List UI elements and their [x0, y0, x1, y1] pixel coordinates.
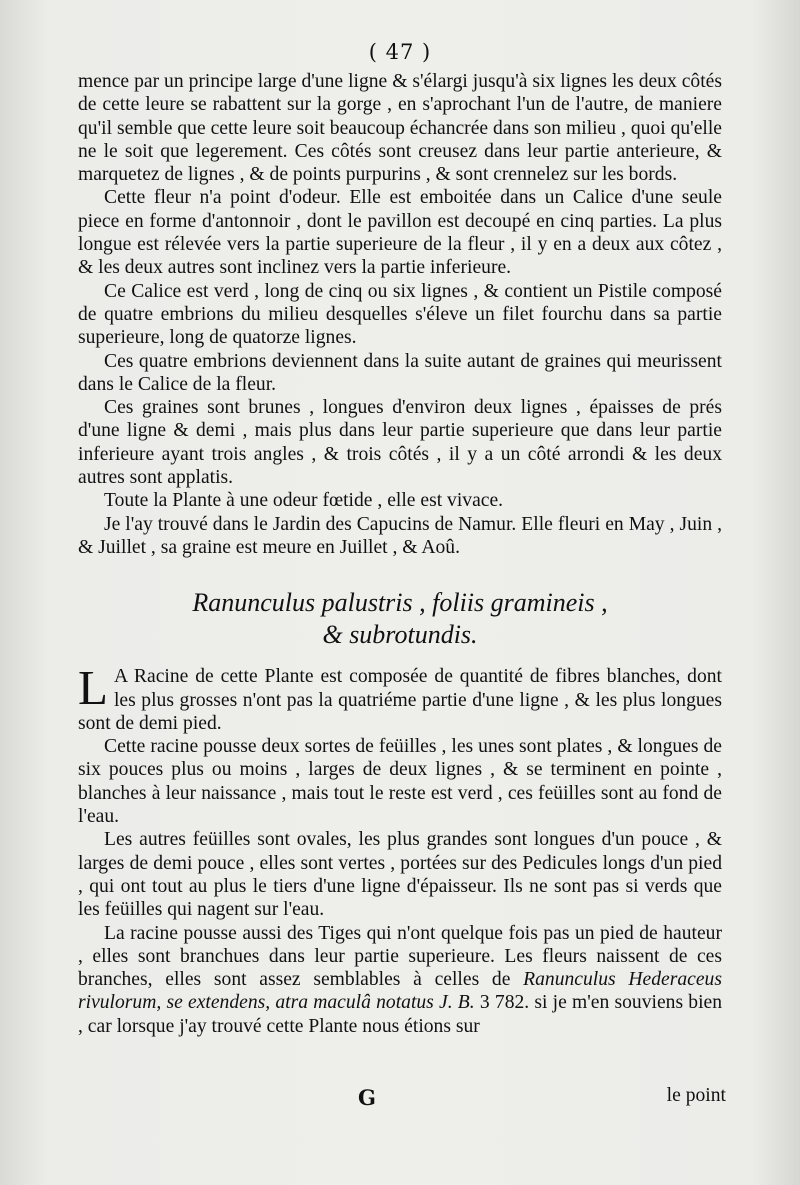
- drop-cap: L: [78, 660, 108, 716]
- paragraph: mence par un principe large d'une ligne & s'élargi jusqu'à six lignes les deux côtés de cette leure se rabattent sur la gorge , en s'aprochant l'un de l'autre, de maniere qu'il semble que cette leure soit beaucoup échancrée dans son milieu , quoi qu'elle ne le soit que legerement. Ces côtés sont creusez dans leur partie anterieure, & marquetez de lignes , & de points purpurins , & sont crennelez sur les bords.: [78, 71, 722, 186]
- paragraph-text: La racine pousse aussi des Tiges qui n'ont quelque fois pas un pied de hauteur , elles sont branchues dans leur partie superieure. Les fleurs naissent de ces branches, elles sont assez semblables à celles de: [78, 922, 722, 991]
- page-text: [78, 70, 722, 1038]
- paragraph-text: 3 782. si je m'en souviens bien , car lorsque j'ay trouvé cette Plante nous étions sur: [78, 992, 723, 1037]
- page-footer: [0, 1085, 800, 1115]
- section-title: [78, 587, 722, 651]
- paragraph: Je l'ay trouvé dans le Jardin des Capucins de Namur. Elle fleuri en May , Juin , & Juillet , sa graine est meure en Juillet , & Aoû.: [78, 513, 722, 558]
- paragraph: Cette fleur n'a point d'odeur. Elle est emboitée dans un Calice d'une seule piece en forme d'antonnoir , dont le pavillon est decoupé en cinq parties. La plus longue est rélevée vers la partie superieure de la fleur , il y en a deux aux côtez , & les deux autres sont inclinez vers la partie inferieure.: [78, 187, 722, 279]
- title-line: Ranunculus palustris , foliis gramineis ,: [192, 588, 608, 618]
- catchword: le point: [666, 1085, 726, 1106]
- paragraph: [78, 922, 722, 1038]
- paragraph: Cette racine pousse deux sortes de feüilles , les unes sont plates , & longues de six pouces plus ou moins , larges de deux lignes , & se terminent en pointe , blanches à leur naissance , mais tout le reste est verd , ces feüilles sont au fond de l'eau.: [78, 736, 722, 828]
- paragraph: Ces quatre embrions deviennent dans la suite autant de graines qui meurissent dans le Calice de la fleur.: [78, 350, 722, 395]
- page-number: ( 47 ): [368, 40, 432, 64]
- paragraph-text: A Racine de cette Plante est composée de quantité de fibres blanches, dont les plus grosses n'ont pas la quatriéme partie d'une ligne , & les plus longues sont de demi pied.: [78, 666, 722, 734]
- paragraph: Ce Calice est verd , long de cinq ou six lignes , & contient un Pistile composé de quatre embrions du milieu desquelles s'éleve un filet fourchu dans sa partie superieure, long de quatorze lignes.: [78, 280, 722, 349]
- paragraph: Toute la Plante à une odeur fœtide , elle est vivace.: [104, 490, 504, 512]
- paragraph: [78, 660, 722, 735]
- paragraph: Ces graines sont brunes , longues d'environ deux lignes , épaisses de prés d'une ligne & demi , mais plus dans leur partie superieure que dans leur partie inferieure ayant trois angles , & trois côtés , il y a un côté arrondi & les deux autres sont applatis.: [78, 397, 722, 489]
- title-line: & subrotundis.: [322, 620, 478, 650]
- italic-citation: Ranunculus Hederaceus rivulorum, se extendens, atra maculâ notatus J. B.: [78, 969, 722, 1014]
- signature-mark: G: [358, 1085, 376, 1110]
- paragraph: Les autres feüilles sont ovales, les plus grandes sont longues d'un pouce , & larges de demi pouce , elles sont vertes , portées sur des Pedicules longs d'un pied , qui ont tout au plus le tiers d'une ligne d'épaisseur. Ils ne sont pas si verds que les feüilles qui nagent sur l'eau.: [78, 829, 722, 921]
